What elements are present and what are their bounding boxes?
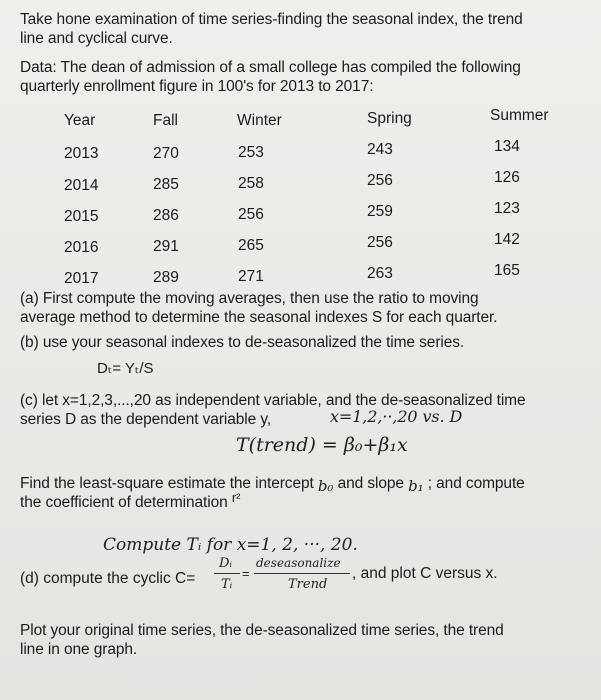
table-cell: 2015 [64,208,99,225]
table-cell: 142 [494,231,520,248]
data-intro [20,58,585,96]
table-cell: 256 [367,172,393,189]
table-cell: 134 [494,138,520,155]
table-header-summer: Summer [490,107,549,124]
part-a-line-1: (a) First compute the moving averages, then use the ratio to moving [20,290,479,307]
table-cell: 2017 [64,270,99,287]
part-c-line-1: (c) let x=1,2,3,...,20 as independent variable, and the de-seasonalized time [20,392,526,409]
table-cell: 123 [494,200,520,217]
find-line-1a: Find the least-square estimate the intercept [20,475,314,492]
table-cell: 256 [238,206,264,223]
table-cell: 286 [153,207,179,224]
fraction-numerator-d: Dᵢ [219,556,233,571]
find-line-2: the coefficient of determination [20,494,228,511]
fraction-denominator-t: Tᵢ [221,577,233,592]
find-line-1b: and slope [337,475,404,492]
table-cell: 2013 [64,145,99,162]
part-d-prefix: (d) compute the cyclic C= [20,570,196,587]
table-cell: 291 [153,238,179,255]
equals-sign: = [242,566,250,581]
part-a-line-2: average method to determine the seasonal indexes S for each quarter. [20,309,498,326]
final-instruction [20,621,585,659]
table-header-year: Year [64,112,96,129]
deseasonalize-formula: Dₜ= Yₜ/S [97,360,154,377]
table-cell: 253 [238,144,264,161]
table-cell: 289 [153,269,179,286]
header-text [20,10,585,48]
part-b: (b) use your seasonal indexes to de-seasonalized the time series. [20,334,465,351]
table-cell: 259 [367,203,393,220]
table-cell: 271 [238,268,264,285]
fraction-bar [254,573,350,574]
final-line-1: Plot your original time series, the de-seasonalized time series, the trend [20,622,504,639]
fraction-numerator-deseasonalize: deseasonalize [256,556,341,570]
table-cell: 243 [367,141,393,158]
table-cell: 126 [494,169,520,186]
part-a [20,289,585,327]
handwritten-x-range-note: x=1,2,··,20 vs. D [330,407,463,426]
table-cell: 2016 [64,239,99,256]
final-line-2: line in one graph. [20,641,138,658]
table-cell: 258 [238,175,264,192]
handwritten-trend-equation: T(trend) = β₀+β₁x [236,434,408,456]
table-header-fall: Fall [153,112,178,129]
header-line-2: line and cyclical curve. [20,30,173,47]
table-cell: 256 [367,234,393,251]
data-intro-line-2: quarterly enrollment figure in 100's for 2013 to 2017: [20,78,374,95]
fraction-denominator-trend: Trend [288,577,328,592]
handwritten-b0: b₀ [317,477,334,495]
header-line-1: Take hone examination of time series-finding the seasonal index, the trend [20,11,523,28]
data-intro-line-1: Data: The dean of admission of a small college has compiled the following [20,59,521,76]
part-c [20,391,585,429]
table-header-spring: Spring [367,110,412,127]
table-header-winter: Winter [237,112,282,129]
handwritten-b1: b₁ [408,477,424,495]
part-d-suffix: , and plot C versus x. [352,565,498,582]
fraction-bar [214,573,240,574]
table-cell: 285 [153,176,179,193]
handwritten-compute-note: Compute Tᵢ for x=1, 2, ···, 20. [103,535,358,555]
table-cell: 265 [238,237,264,254]
r-squared: r² [231,490,241,505]
table-cell: 270 [153,145,179,162]
table-cell: 165 [494,262,520,279]
table-cell: 2014 [64,177,99,194]
find-estimates [20,474,585,512]
part-c-line-2: series D as the dependent variable y, [20,411,272,428]
find-line-1c: ; and compute [427,475,525,492]
table-cell: 263 [367,265,393,282]
